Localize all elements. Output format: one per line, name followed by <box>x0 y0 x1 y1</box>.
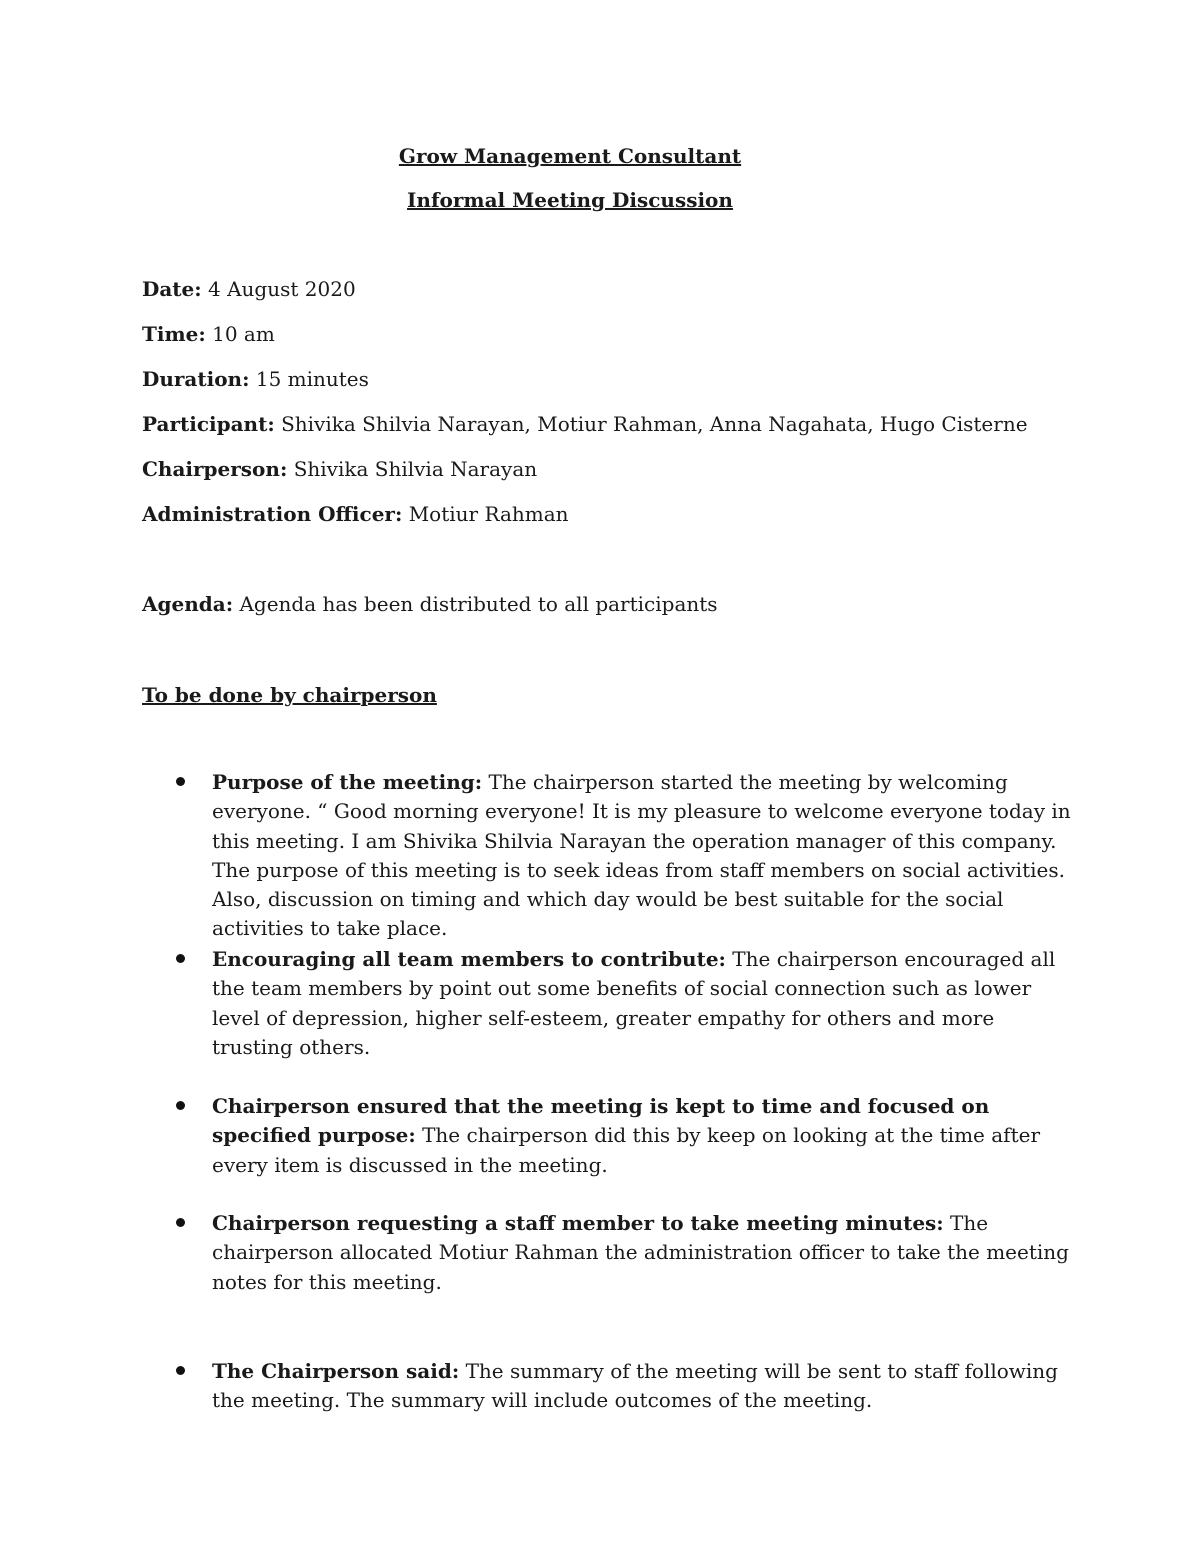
duration-value: 15 minutes <box>255 367 369 391</box>
bullet-title: Chairperson ensured that the meeting is kept to time and focused on specified purpose: <box>212 1094 990 1148</box>
bullet-text: The chairperson encouraged all the team members by point out some benefits of social connection such as lower level of depression, higher self-esteem, greater empathy for others and more trusting others. <box>212 947 1056 1059</box>
chairperson-value: Shivika Shilvia Narayan <box>293 457 538 481</box>
time-field <box>142 322 275 346</box>
duration-label: Duration: <box>142 367 250 391</box>
bullet-dot <box>176 1366 185 1375</box>
participant-label: Participant: <box>142 412 275 436</box>
bullet-dot <box>176 954 185 963</box>
section-heading: To be done by chairperson <box>142 683 437 707</box>
bullet-item-minutes <box>212 1209 1072 1297</box>
document-subtitle: Informal Meeting Discussion <box>407 188 733 212</box>
bullet-text: The chairperson started the meeting by welcoming everyone. “ Good morning everyone! It is my pleasure to welcome everyone today in this meeting. I am Shivika Shilvia Narayan the operation manager of this company. The purpose of this meeting is to seek ideas from staff members on social activities. Also, discussion on timing and which day would be best suitable for the social activities to take place. <box>212 770 1071 941</box>
admin-officer-field <box>142 502 569 526</box>
agenda-label: Agenda: <box>142 592 234 616</box>
bullet-text: The chairperson allocated Motiur Rahman the administration officer to take the meeting notes for this meeting. <box>212 1211 1069 1294</box>
bullet-text: The summary of the meeting will be sent to staff following the meeting. The summary will include outcomes of the meeting. <box>212 1359 1058 1413</box>
bullet-title: Encouraging all team members to contribute: <box>212 947 726 971</box>
participant-value: Shivika Shilvia Narayan, Motiur Rahman, Anna Nagahata, Hugo Cisterne <box>281 412 1028 436</box>
date-field <box>142 277 356 301</box>
agenda-value: Agenda has been distributed to all participants <box>239 592 718 616</box>
company-title: Grow Management Consultant <box>398 144 742 168</box>
admin-officer-value: Motiur Rahman <box>408 502 569 526</box>
bullet-item-purpose <box>212 768 1072 944</box>
bullet-dot <box>176 1101 185 1110</box>
agenda-field <box>142 592 718 616</box>
bullet-title: Chairperson requesting a staff member to take meeting minutes: <box>212 1211 944 1235</box>
bullet-title: The Chairperson said: <box>212 1359 460 1383</box>
bullet-dot <box>176 777 185 786</box>
bullet-title: Purpose of the meeting: <box>212 770 483 794</box>
bullet-text: The chairperson did this by keep on looking at the time after every item is discussed in the meeting. <box>212 1123 1040 1177</box>
time-value: 10 am <box>212 322 275 346</box>
date-label: Date: <box>142 277 202 301</box>
admin-officer-label: Administration Officer: <box>142 502 403 526</box>
bullet-item-encouraging <box>212 945 1072 1062</box>
chairperson-field <box>142 457 537 481</box>
date-value: 4 August 2020 <box>208 277 356 301</box>
chairperson-label: Chairperson: <box>142 457 288 481</box>
duration-field <box>142 367 369 391</box>
bullet-item-summary <box>212 1357 1072 1416</box>
bullet-dot <box>176 1218 185 1227</box>
bullet-item-time-focus <box>212 1092 1072 1180</box>
time-label: Time: <box>142 322 206 346</box>
participant-field <box>142 412 1028 436</box>
